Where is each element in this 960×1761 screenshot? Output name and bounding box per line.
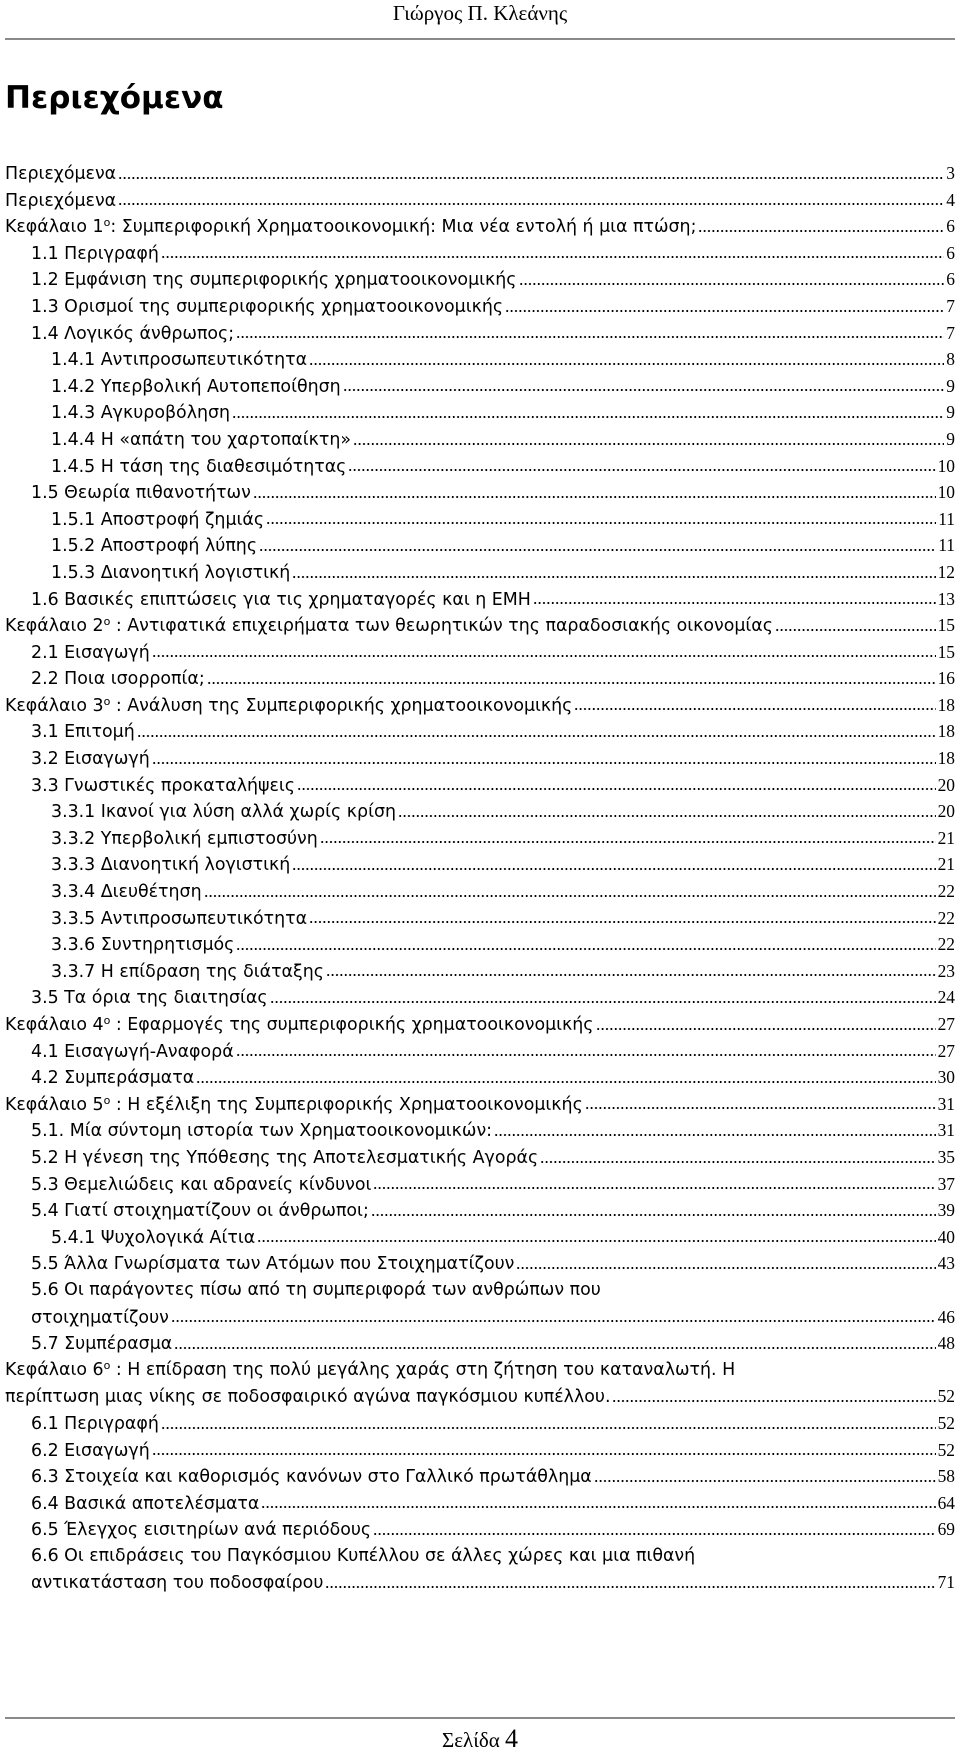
dot-leader — [373, 1186, 935, 1190]
toc-entry-title — [5, 1012, 594, 1039]
dot-leader — [292, 575, 935, 579]
toc-entry-text: 2.2 Ποια ισορροπία; — [31, 669, 205, 690]
toc-entry-title — [31, 640, 150, 667]
toc-page-number: 11 — [938, 508, 955, 529]
toc-entry[interactable] — [5, 293, 955, 320]
toc-page-number: 22 — [937, 881, 955, 902]
toc-entry[interactable] — [5, 160, 955, 187]
toc-page-number: 7 — [946, 295, 955, 316]
toc-entry[interactable] — [5, 213, 955, 240]
toc-entry[interactable] — [5, 1357, 955, 1410]
toc-entry-title — [31, 587, 531, 614]
toc-entry-title — [51, 454, 346, 481]
dot-leader — [505, 309, 944, 313]
toc-page-number: 21 — [937, 854, 955, 875]
ordinal-superscript: ο — [103, 1093, 111, 1107]
toc-entry-title — [51, 427, 351, 454]
dot-leader — [574, 707, 935, 711]
toc-entry[interactable] — [5, 1064, 955, 1091]
toc-entry-text: : Συμπεριφορική Χρηματοοικονομική: Μια νέα εντολή ή μια πτώση; — [110, 217, 697, 238]
ordinal-superscript: ο — [103, 1014, 111, 1027]
ordinal-superscript: ο — [103, 1358, 111, 1372]
toc-entry-title — [31, 985, 268, 1012]
toc-entry-text: 6.6 Οι επιδράσεις του Παγκόσμιου Κυπέλλου σε άλλες χώρες και μια πιθανή — [31, 1545, 696, 1566]
dot-leader — [612, 1399, 935, 1403]
toc-entry[interactable] — [5, 346, 955, 373]
toc-entry-title — [31, 1491, 259, 1518]
toc-entry-text: 3.1 Επιτομή — [31, 722, 135, 743]
toc-entry-title — [5, 1092, 583, 1119]
toc-entry-title — [51, 1225, 255, 1252]
page-title: Περιεχόμενα — [5, 80, 224, 116]
toc-entry[interactable] — [5, 692, 955, 719]
toc-entry-title — [51, 533, 257, 560]
toc-entry-title — [51, 400, 230, 427]
toc-entry-text: 5.2 Η γένεση της Υπόθεσης της Αποτελεσματικής Αγοράς — [31, 1147, 539, 1168]
toc-page-number: 21 — [937, 827, 955, 848]
toc-entry-title — [51, 959, 324, 986]
toc-entry-text: 3.3.7 Η επίδραση της διάταξης — [51, 961, 324, 982]
toc-entry-title — [31, 321, 234, 348]
toc-entry[interactable] — [5, 399, 955, 426]
toc-entry-title — [31, 1570, 323, 1597]
author-name: Γιώργος Π. Κλεάνης — [392, 1, 568, 25]
dot-leader — [398, 814, 936, 818]
dot-leader — [292, 867, 935, 871]
dot-leader — [775, 628, 936, 632]
toc-page-number: 27 — [937, 1040, 955, 1061]
toc-page-number: 24 — [937, 987, 955, 1008]
dot-leader — [259, 548, 936, 552]
toc-entry[interactable] — [5, 1038, 955, 1065]
toc-chapter-label: Κεφάλαιο 5 — [5, 1094, 104, 1115]
toc-page-number: 11 — [938, 535, 955, 556]
dot-leader — [257, 1239, 935, 1243]
dot-leader — [270, 1000, 936, 1004]
page-number: 4 — [505, 1724, 519, 1753]
toc-entry[interactable] — [5, 1516, 955, 1543]
toc-page-number: 30 — [937, 1067, 955, 1088]
dot-leader — [174, 1346, 935, 1350]
toc-entry-title — [31, 746, 150, 773]
toc-entry-text: 1.4.2 Υπερβολική Αυτοπεποίθηση — [51, 376, 341, 397]
dot-leader — [297, 787, 936, 791]
toc-entry[interactable] — [5, 878, 955, 905]
toc-entry[interactable] — [5, 1091, 955, 1118]
toc-entry-text: 3.3.3 Διανοητική λογιστική — [51, 855, 291, 876]
toc-entry-text: 3.5 Τα όρια της διαιτησίας — [31, 988, 268, 1009]
toc-entry-title — [5, 214, 696, 241]
dot-leader — [232, 415, 944, 419]
toc-page-number: 40 — [937, 1226, 955, 1247]
toc-page-number: 9 — [946, 428, 955, 449]
toc-chapter-label: Κεφάλαιο 2 — [5, 616, 104, 637]
toc-entry-text: 1.4.1 Αντιπροσωπευτικότητα — [51, 350, 308, 371]
dot-leader — [137, 734, 936, 738]
toc-entry[interactable] — [5, 958, 955, 985]
toc-entry[interactable] — [5, 1437, 955, 1464]
toc-entry[interactable] — [5, 984, 955, 1011]
dot-leader — [348, 468, 935, 472]
toc-entry-text: 3.3 Γνωστικές προκαταλήψεις — [31, 775, 295, 796]
toc-page-number: 22 — [937, 934, 955, 955]
toc-entry[interactable] — [5, 745, 955, 772]
dot-leader — [236, 947, 935, 951]
toc-page-number: 22 — [937, 907, 955, 928]
page-label: Σελίδα — [441, 1728, 500, 1752]
toc-entry-title — [51, 879, 202, 906]
toc-entry-title — [31, 241, 159, 268]
toc-page-number: 9 — [946, 402, 955, 423]
toc-entry[interactable] — [5, 479, 955, 506]
toc-page-number: 15 — [937, 641, 955, 662]
dot-leader — [698, 229, 944, 233]
toc-entry-title — [51, 906, 307, 933]
toc-entry-text: 4.1 Εισαγωγή-Αναφορά — [31, 1041, 234, 1062]
toc-entry[interactable] — [5, 320, 955, 347]
toc-entry-text: 5.5 Άλλα Γνωρίσματα των Ατόμων που Στοιχηματίζουν — [31, 1254, 515, 1275]
toc-page-number: 43 — [937, 1253, 955, 1274]
toc-page-number: 15 — [937, 615, 955, 636]
toc-page-number: 48 — [937, 1333, 955, 1354]
page-footer — [0, 1724, 960, 1755]
toc-entry-title — [31, 1198, 369, 1225]
toc-entry-text: Περιεχόμενα — [5, 164, 117, 184]
dot-leader — [161, 255, 944, 259]
dot-leader — [320, 840, 936, 844]
dot-leader — [519, 282, 945, 286]
toc-entry-title — [31, 666, 205, 693]
toc-entry-text: 1.4 Λογικός άνθρωπος; — [31, 323, 235, 344]
toc-page-number: 20 — [937, 774, 955, 795]
toc-entry[interactable] — [5, 266, 955, 293]
dot-leader — [516, 1266, 935, 1270]
toc-entry-text-line — [31, 1277, 601, 1304]
toc-page-number: 6 — [946, 242, 955, 263]
dot-leader — [325, 1585, 935, 1589]
toc-page-number: 31 — [937, 1120, 955, 1141]
toc-page-number: 7 — [946, 322, 955, 343]
toc-entry-text: 5.6 Οι παράγοντες πίσω από τη συμπεριφορά των ανθρώπων που — [31, 1279, 601, 1300]
toc-page-number: 18 — [937, 748, 955, 769]
toc-entry[interactable] — [5, 1250, 955, 1277]
ordinal-superscript: ο — [103, 216, 111, 230]
toc-entry-title — [31, 1251, 514, 1278]
toc-entry-title — [5, 188, 116, 215]
toc-entry[interactable] — [5, 639, 955, 666]
toc-entry-title — [31, 1145, 538, 1172]
dot-leader — [152, 654, 936, 658]
toc-entry-text: 1.5 Θεωρία πιθανοτήτων — [31, 483, 251, 504]
dot-leader — [236, 1053, 936, 1057]
toc-entry-title — [51, 799, 396, 826]
toc-entry-title — [31, 1118, 492, 1145]
toc-entry-text: : Ανάλυση της Συμπεριφορικής χρηματοοικονομικής — [110, 695, 573, 716]
toc-entry-title — [31, 294, 503, 321]
toc-entry-title — [5, 161, 116, 188]
toc-page-number: 52 — [937, 1439, 955, 1460]
dot-leader — [343, 388, 945, 392]
toc-entry-title — [51, 560, 290, 587]
dot-leader — [161, 1426, 936, 1430]
toc-entry-text: : Αντιφατικά επιχειρήματα των θεωρητικών της παραδοσιακής οικονομίας — [110, 616, 773, 637]
toc-entry[interactable] — [5, 1543, 955, 1596]
toc-entry-text: 1.1 Περιγραφή — [31, 243, 159, 264]
toc-entry-title — [51, 826, 318, 853]
toc-page-number: 52 — [937, 1412, 955, 1433]
toc-page-number: 8 — [946, 349, 955, 370]
toc-entry-title — [31, 1305, 169, 1332]
toc-entry-text: 1.3 Ορισμοί της συμπεριφορικής χρηματοοικονομικής — [31, 296, 504, 317]
toc-entry[interactable] — [5, 1171, 955, 1198]
toc-entry[interactable] — [5, 931, 955, 958]
toc-entry-text: 3.3.6 Συντηρητισμός — [51, 935, 235, 956]
toc-entry[interactable] — [5, 905, 955, 932]
toc-entry-title — [31, 480, 251, 507]
toc-chapter-label: Κεφάλαιο 1 — [5, 217, 104, 238]
toc-page-number: 18 — [937, 694, 955, 715]
toc-entry-title — [51, 932, 234, 959]
toc-entry[interactable] — [5, 1463, 955, 1490]
toc-entry-text: 1.4.4 Η «απάτη του χαρτοπαίκτη» — [51, 429, 351, 450]
toc-entry[interactable] — [5, 1410, 955, 1437]
toc-entry-text: 6.1 Περιγραφή — [31, 1413, 159, 1434]
toc-entry[interactable] — [5, 612, 955, 639]
toc-entry-text-line — [5, 1357, 735, 1384]
toc-page-number: 58 — [937, 1466, 955, 1487]
toc-page-number: 16 — [937, 668, 955, 689]
dot-leader — [236, 335, 944, 339]
toc-entry-title — [51, 852, 290, 879]
toc-entry-text: 1.4.3 Αγκυροβόληση — [51, 403, 231, 424]
toc-entry-text: 3.3.2 Υπερβολική εμπιστοσύνη — [51, 828, 318, 849]
toc-page-number: 6 — [946, 269, 955, 290]
footer-rule — [5, 1717, 955, 1719]
dot-leader — [204, 894, 936, 898]
toc-entry[interactable] — [5, 426, 955, 453]
toc-page-number: 27 — [937, 1014, 955, 1034]
toc-entry-text: αντικατάσταση του ποδοσφαίρου — [31, 1573, 324, 1594]
dot-leader — [585, 1106, 936, 1110]
toc-page-number: 20 — [937, 801, 955, 822]
table-of-contents — [5, 160, 955, 1596]
toc-entry-text: 1.6 Βασικές επιπτώσεις για τις χρηματαγορές και η ΕΜΗ — [31, 589, 531, 610]
toc-page-number: 39 — [937, 1200, 955, 1221]
toc-page-number: 12 — [937, 561, 955, 582]
toc-entry-text: περίπτωση μιας νίκης σε ποδοσφαιρικό αγώνα παγκόσμιου κυπέλλου. — [5, 1387, 611, 1408]
toc-entry-text: 1.5.1 Αποστροφή ζημιάς — [51, 509, 265, 530]
toc-entry[interactable] — [5, 1011, 955, 1038]
toc-entry-title — [31, 719, 135, 746]
toc-entry-title — [31, 1065, 194, 1092]
toc-entry[interactable] — [5, 665, 955, 692]
toc-entry-title — [51, 347, 307, 374]
dot-leader — [353, 442, 944, 446]
toc-page-number: 4 — [946, 189, 955, 210]
toc-entry[interactable] — [5, 1330, 955, 1357]
dot-leader — [533, 601, 936, 605]
dot-leader — [540, 1160, 935, 1164]
toc-entry[interactable] — [5, 187, 955, 214]
dot-leader — [594, 1479, 936, 1483]
toc-entry[interactable] — [5, 825, 955, 852]
toc-entry-text: 5.4 Γιατί στοιχηματίζουν οι άνθρωποι; — [31, 1201, 369, 1222]
toc-entry-text: 6.5 Έλεγχος εισιτηρίων ανά περιόδους — [31, 1520, 372, 1541]
toc-page-number: 9 — [946, 375, 955, 396]
toc-entry-text-line — [31, 1543, 695, 1570]
toc-entry-text: 1.4.5 Η τάση της διαθεσιμότητας — [51, 456, 347, 477]
toc-entry-text: 3.2 Εισαγωγή — [31, 749, 150, 770]
toc-entry[interactable] — [5, 240, 955, 267]
toc-entry-title — [5, 693, 572, 720]
toc-entry[interactable] — [5, 586, 955, 613]
toc-entry[interactable] — [5, 798, 955, 825]
toc-entry-title — [31, 1039, 234, 1066]
dot-leader — [118, 176, 944, 180]
dot-leader — [261, 1505, 935, 1509]
toc-entry-text: 1.5.2 Αποστροφή λύπης — [51, 536, 258, 557]
toc-page-number: 3 — [946, 163, 955, 183]
toc-page-number: 31 — [937, 1093, 955, 1114]
toc-entry-text: : Η εξέλιξη της Συμπεριφορικής Χρηματοοικονομικής — [110, 1094, 583, 1115]
toc-entry-title — [5, 613, 773, 640]
toc-entry-text: 2.1 Εισαγωγή — [31, 642, 150, 663]
dot-leader — [152, 1452, 936, 1456]
toc-page-number: 18 — [937, 721, 955, 742]
toc-page-number: 71 — [937, 1572, 955, 1593]
running-header — [0, 0, 960, 34]
toc-entry-title — [31, 267, 517, 294]
toc-entry-title — [51, 374, 341, 401]
toc-entry-text: 5.3 Θεμελιώδεις και αδρανείς κίνδυνοι — [31, 1174, 372, 1195]
toc-entry-title — [31, 1172, 371, 1199]
toc-entry-text: 5.4.1 Ψυχολογικά Αίτια — [51, 1227, 256, 1248]
toc-page-number: 35 — [937, 1146, 955, 1167]
toc-entry[interactable] — [5, 1117, 955, 1144]
toc-entry-title — [31, 1517, 371, 1544]
toc-page-number: 10 — [937, 482, 955, 503]
toc-chapter-label: Κεφάλαιο 3 — [5, 695, 104, 716]
toc-page-number: 46 — [937, 1306, 955, 1327]
toc-entry[interactable] — [5, 718, 955, 745]
toc-page-number: 6 — [946, 216, 955, 237]
dot-leader — [171, 1319, 936, 1323]
dot-leader — [196, 1080, 935, 1084]
toc-entry-text: 6.4 Βασικά αποτελέσματα — [31, 1493, 260, 1514]
toc-entry[interactable] — [5, 1197, 955, 1224]
toc-entry-title — [31, 1331, 172, 1358]
toc-entry-text: Περιεχόμενα — [5, 190, 117, 211]
toc-entry-title — [31, 773, 295, 800]
toc-entry[interactable] — [5, 453, 955, 480]
toc-entry-text: 4.2 Συμπεράσματα — [31, 1068, 195, 1089]
dot-leader — [253, 495, 936, 499]
toc-entry-text: στοιχηματίζουν — [31, 1307, 169, 1328]
dot-leader — [118, 202, 944, 206]
toc-page-number: 10 — [937, 455, 955, 476]
toc-entry-title — [5, 1384, 610, 1411]
toc-entry-text: : Εφαρμογές της συμπεριφορικής χρηματοοικονομικής — [110, 1015, 594, 1035]
toc-entry-title — [51, 507, 264, 534]
toc-entry[interactable] — [5, 851, 955, 878]
dot-leader — [266, 521, 936, 525]
toc-page-number: 13 — [937, 588, 955, 609]
toc-entry-text: 6.3 Στοιχεία και καθορισμός κανόνων στο Γαλλικό πρωτάθλημα — [31, 1467, 592, 1488]
dot-leader — [309, 362, 944, 366]
dot-leader — [494, 1133, 936, 1137]
toc-page-number: 23 — [937, 960, 955, 981]
dot-leader — [152, 761, 936, 765]
toc-entry-text: 3.3.5 Αντιπροσωπευτικότητα — [51, 908, 308, 929]
toc-entry[interactable] — [5, 1490, 955, 1517]
toc-entry[interactable] — [5, 1144, 955, 1171]
dot-leader — [371, 1213, 936, 1217]
toc-entry-text: : Η επίδραση της πολύ μεγάλης χαράς στη ζήτηση του καταναλωτή. Η — [110, 1359, 736, 1380]
toc-entry[interactable] — [5, 532, 955, 559]
toc-page-number: 52 — [937, 1386, 955, 1407]
toc-entry-title — [31, 1411, 159, 1438]
dot-leader — [309, 920, 936, 924]
dot-leader — [207, 681, 936, 685]
toc-page-number: 64 — [937, 1492, 955, 1513]
toc-entry-text: 6.2 Εισαγωγή — [31, 1440, 150, 1461]
toc-page-number: 69 — [937, 1519, 955, 1540]
toc-entry[interactable] — [5, 772, 955, 799]
ordinal-superscript: ο — [103, 694, 111, 708]
dot-leader — [373, 1532, 935, 1536]
ordinal-superscript: ο — [103, 615, 111, 629]
dot-leader — [596, 1027, 936, 1031]
toc-entry[interactable] — [5, 1277, 955, 1330]
dot-leader — [326, 973, 936, 977]
toc-page-number: 37 — [937, 1173, 955, 1194]
toc-entry-title — [31, 1438, 150, 1465]
toc-chapter-label: Κεφάλαιο 6 — [5, 1359, 104, 1380]
toc-entry[interactable] — [5, 373, 955, 400]
toc-entry-text: 3.3.1 Ικανοί για λύση αλλά χωρίς κρίση — [51, 802, 397, 823]
toc-entry[interactable] — [5, 506, 955, 533]
toc-entry-text: 3.3.4 Διευθέτηση — [51, 882, 202, 903]
toc-entry-text: 5.7 Συμπέρασμα — [31, 1334, 173, 1355]
toc-entry-text: 5.1. Μία σύντομη ιστορία των Χρηματοοικονομικών: — [31, 1121, 493, 1142]
toc-entry-text: 1.2 Εμφάνιση της συμπεριφορικής χρηματοοικονομικής — [31, 270, 517, 291]
toc-entry[interactable] — [5, 1224, 955, 1251]
toc-entry[interactable] — [5, 559, 955, 586]
toc-chapter-label: Κεφάλαιο 4 — [5, 1015, 104, 1035]
header-rule — [5, 38, 955, 40]
toc-entry-title — [31, 1464, 592, 1491]
toc-entry-text: 1.5.3 Διανοητική λογιστική — [51, 562, 291, 583]
